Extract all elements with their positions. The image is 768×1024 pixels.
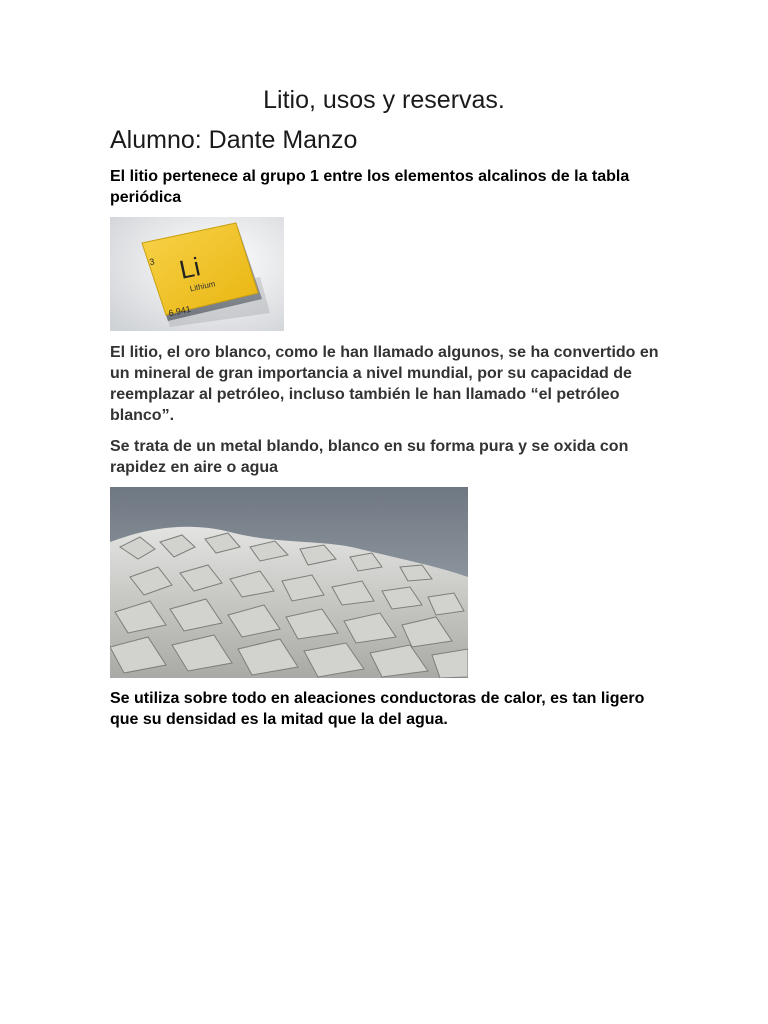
element-symbol: Li — [176, 251, 203, 285]
lithium-element-image — [110, 217, 284, 331]
lithium-rocks-image — [110, 487, 468, 678]
element-name: Lithium — [189, 279, 217, 294]
paragraph-aleaciones: Se utiliza sobre todo en aleaciones conductoras de calor, es tan ligero que su densidad es la mitad que la del agua. — [110, 690, 645, 728]
paragraph-oro-blanco: El litio, el oro blanco, como le han llamado algunos, se ha convertido en un mineral de gran importancia a nivel mundial, por su capacidad de reemplazar al petróleo, incluso también le han llamado “el petróleo blanco”. — [110, 344, 659, 424]
document-title: Litio, usos y reservas. — [263, 86, 505, 114]
author-line: Alumno: Dante Manzo — [110, 126, 358, 154]
element-mass: 6.941 — [167, 303, 192, 319]
element-number: 3 — [148, 256, 156, 268]
paragraph-metal-blando: Se trata de un metal blando, blanco en su forma pura y se oxida con rapidez en aire o agua — [110, 438, 629, 476]
paragraph-group: El litio pertenece al grupo 1 entre los elementos alcalinos de la tabla periódica — [110, 168, 630, 206]
